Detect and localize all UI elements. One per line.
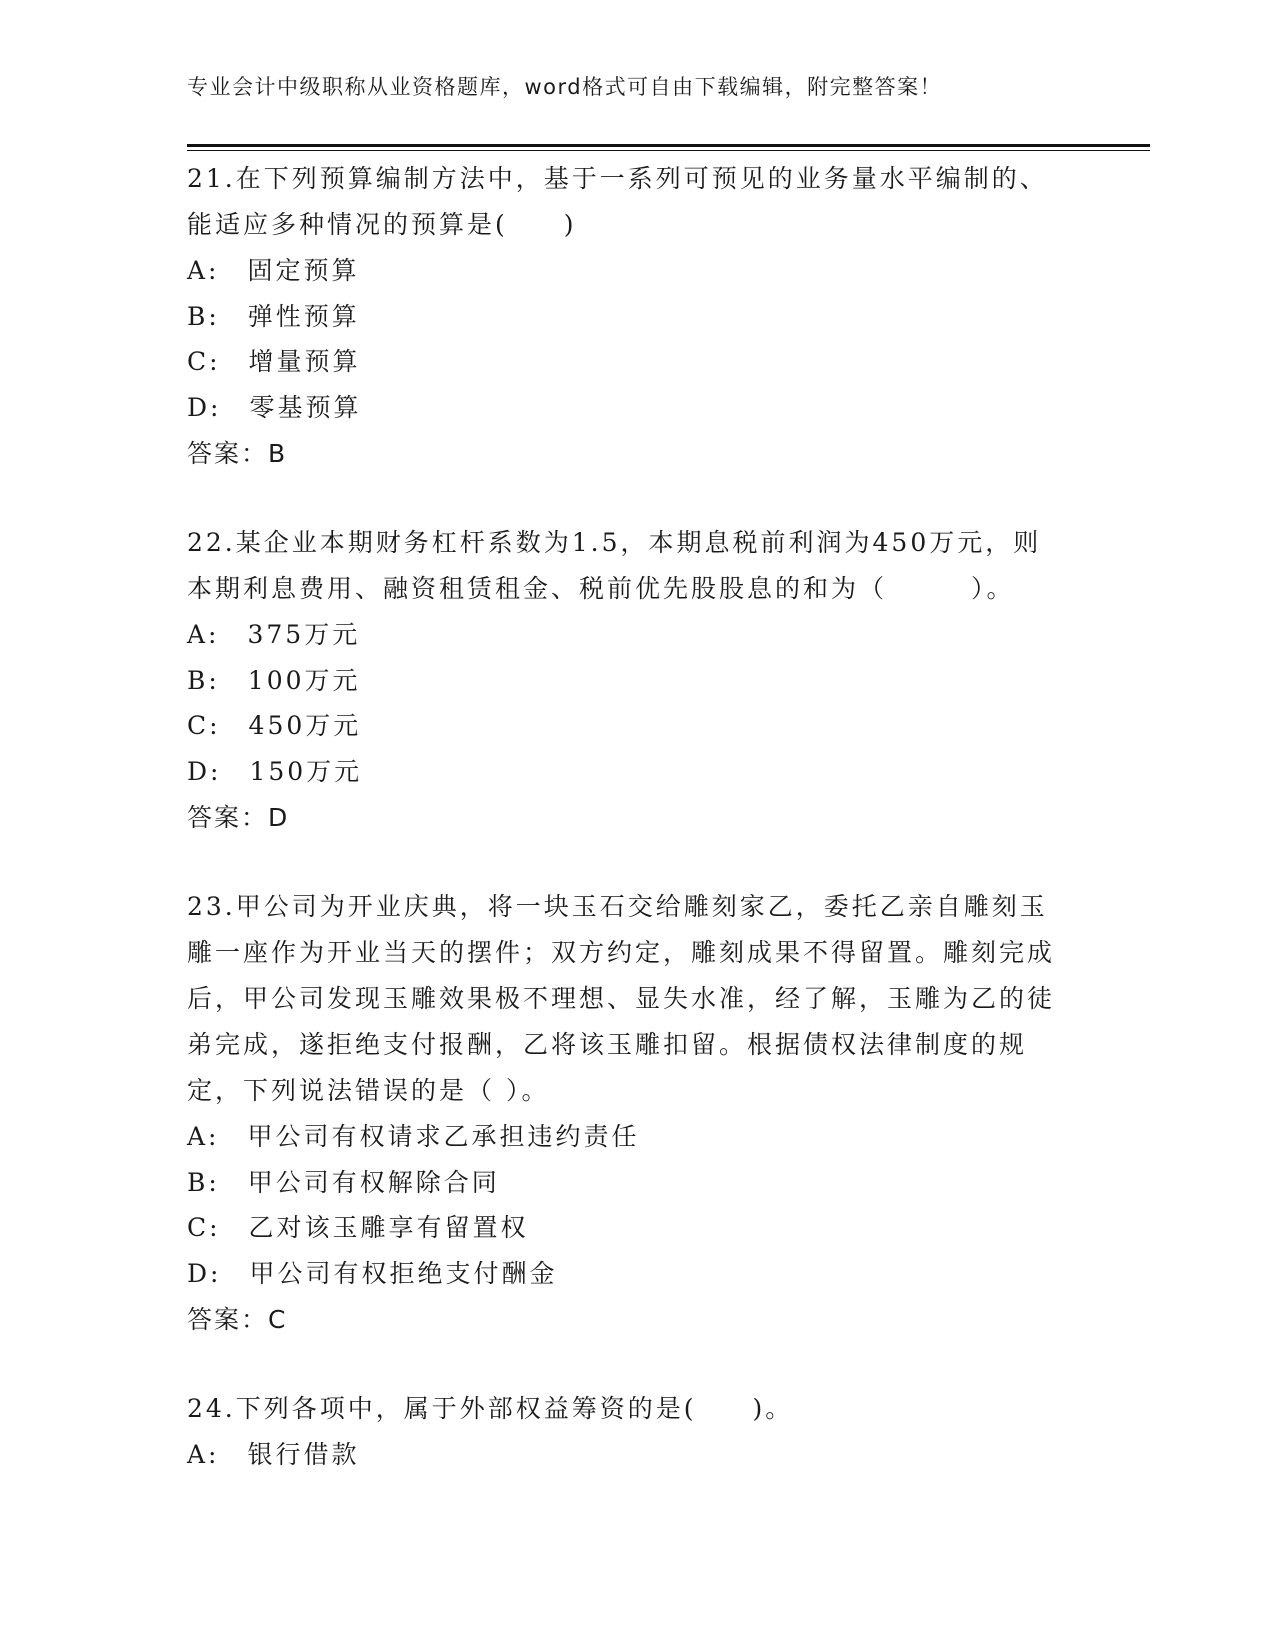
- page-header: 专业会计中级职称从业资格题库，word格式可自由下载编辑，附完整答案！: [187, 75, 943, 99]
- answer: 答案：D: [187, 803, 290, 832]
- option-c: C: 450万元: [187, 711, 362, 740]
- question-stem: 24.下列各项中，属于外部权益筹资的是( )。: [187, 1394, 794, 1423]
- option-d: D: 甲公司有权拒绝支付酬金: [187, 1258, 558, 1288]
- option-b: B: 弹性预算: [187, 301, 360, 331]
- question-spacer: [187, 841, 1067, 884]
- header-divider: [187, 144, 1150, 147]
- question-24: [187, 1386, 1067, 1478]
- question-21: [187, 156, 1067, 477]
- question-22: [187, 520, 1067, 841]
- question-spacer: [187, 1343, 1067, 1386]
- option-a: A: 银行借款: [187, 1440, 360, 1469]
- question-stem: 22.某企业本期财务杠杆系数为1.5，本期息税前利润为450万元，则本期利息费用、融资租赁租金、税前优先股股息的和为（ ）。: [187, 528, 1042, 603]
- question-stem: 23.甲公司为开业庆典，将一块玉石交给雕刻家乙，委托乙亲自雕刻玉雕一座作为开业当天的摆件；双方约定，雕刻成果不得留置。雕刻完成后，甲公司发现玉雕效果极不理想、显失水准，经了解，玉雕为乙的徒弟完成，遂拒绝支付报酬，乙将该玉雕扣留。根据债权法律制度的规定，下列说法错误的是（ ）。: [187, 892, 1056, 1105]
- option-a: A: 甲公司有权请求乙承担违约责任: [187, 1122, 640, 1151]
- option-c: C: 增量预算: [187, 347, 361, 376]
- answer: 答案：C: [187, 1305, 288, 1334]
- option-c: C: 乙对该玉雕享有留置权: [187, 1213, 529, 1242]
- option-d: D: 零基预算: [187, 392, 362, 422]
- option-d: D: 150万元: [187, 756, 363, 786]
- answer: 答案：B: [187, 439, 288, 468]
- option-a: A: 固定预算: [187, 256, 360, 285]
- question-list: [187, 156, 1067, 1478]
- question-spacer: [187, 477, 1067, 520]
- question-23: [187, 884, 1067, 1343]
- option-b: B: 甲公司有权解除合同: [187, 1167, 500, 1197]
- option-b: B: 100万元: [187, 665, 361, 695]
- option-a: A: 375万元: [187, 620, 361, 649]
- question-stem: 21.在下列预算编制方法中，基于一系列可预见的业务量水平编制的、能适应多种情况的预算是( ): [187, 164, 1048, 239]
